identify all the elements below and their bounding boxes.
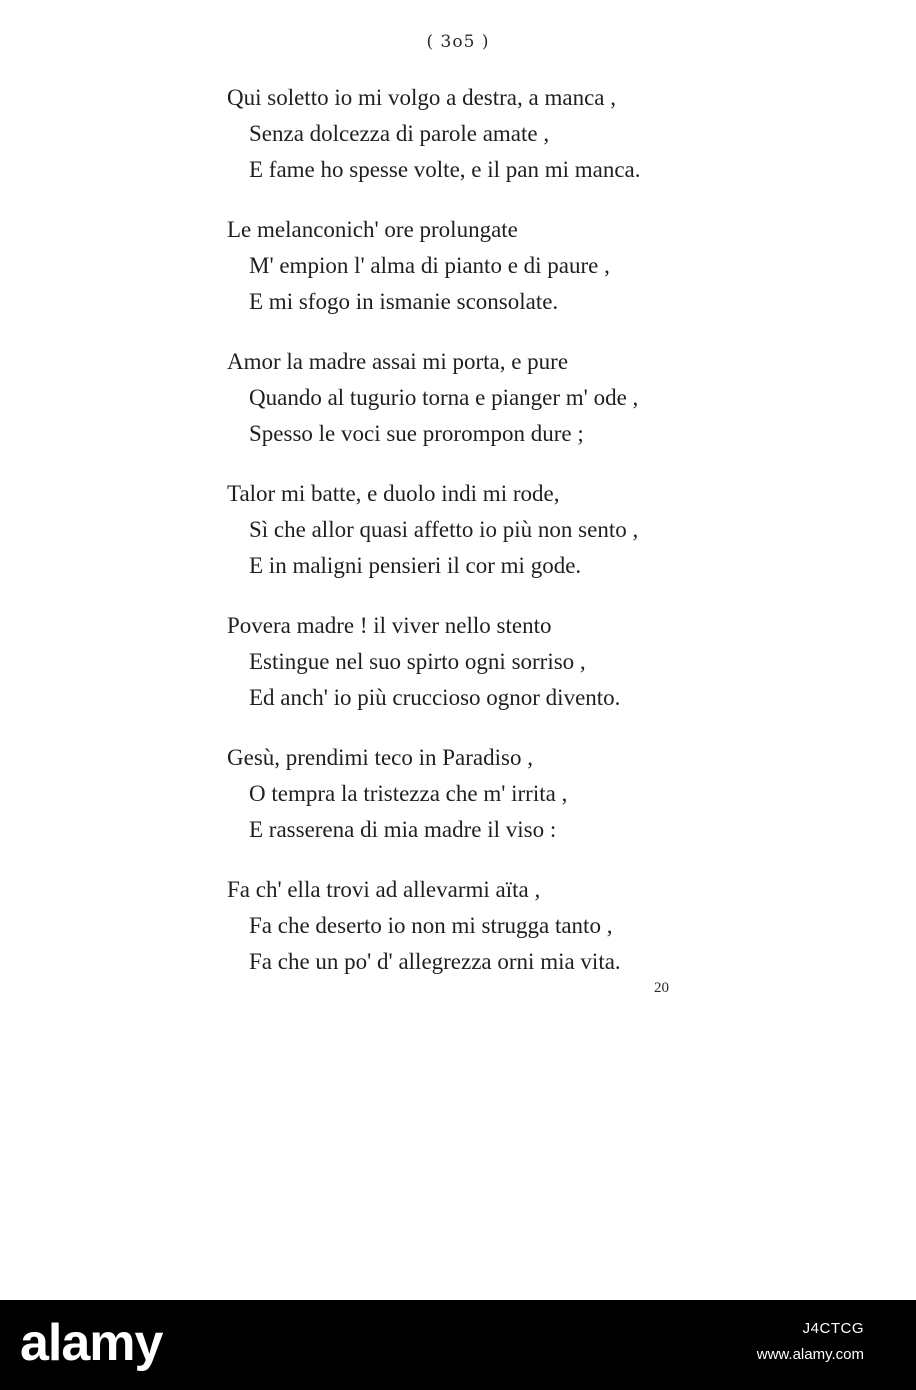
verse-line: M' empion l' alma di pianto e di paure , — [249, 253, 610, 278]
svg-text:alamy: alamy — [20, 1316, 163, 1372]
watermark-url: www.alamy.com — [756, 1346, 864, 1363]
signature-mark: 20 — [654, 980, 669, 996]
stanza-7 — [227, 872, 827, 980]
verse-line: E in maligni pensieri il cor mi gode. — [249, 553, 582, 578]
verse-line: Sì che allor quasi affetto io più non sento , — [249, 517, 639, 542]
verse-line: E rasserena di mia madre il viso : — [249, 817, 557, 842]
verse-line: Spesso le voci sue prorompon dure ; — [249, 421, 584, 446]
verse-line: E mi sfogo in ismanie sconsolate. — [249, 289, 559, 314]
verse-line: Gesù, prendimi teco in Paradiso , — [227, 745, 533, 770]
verse-line: O tempra la tristezza che m' irrita , — [249, 781, 568, 806]
verse-line: Senza dolcezza di parole amate , — [249, 121, 550, 146]
verse-line: Povera madre ! il viver nello stento — [227, 613, 552, 638]
verse-line: E fame ho spesse volte, e il pan mi manca. — [249, 157, 641, 182]
image-id: J4CTCG — [802, 1320, 864, 1337]
stanza-1 — [227, 80, 827, 188]
verse-line: Quando al tugurio torna e pianger m' ode , — [249, 385, 639, 410]
stanza-4 — [227, 476, 827, 584]
alamy-logo — [20, 1316, 240, 1376]
verse-line: Fa che un po' d' allegrezza orni mia vita. — [249, 949, 621, 974]
stanza-6 — [227, 740, 827, 848]
verse-line: Le melanconich' ore prolungate — [227, 217, 518, 242]
verse-line: Qui soletto io mi volgo a destra, a manca , — [227, 85, 616, 110]
verse-line: Estingue nel suo spirto ogni sorriso , — [249, 649, 586, 674]
verse-line: Ed anch' io più cruccioso ognor divento. — [249, 685, 621, 710]
verse-line: Fa ch' ella trovi ad allevarmi aïta , — [227, 877, 541, 902]
verse-line: Talor mi batte, e duolo indi mi rode, — [227, 481, 560, 506]
watermark-bar — [0, 1300, 916, 1390]
verse-line: Fa che deserto io non mi strugga tanto , — [249, 913, 613, 938]
stanza-5 — [227, 608, 827, 716]
stanza-2 — [227, 212, 827, 320]
stanza-3 — [227, 344, 827, 452]
verse-line: Amor la madre assai mi porta, e pure — [227, 349, 569, 374]
page-number: ( 3o5 ) — [426, 32, 490, 52]
poem — [227, 80, 827, 1004]
